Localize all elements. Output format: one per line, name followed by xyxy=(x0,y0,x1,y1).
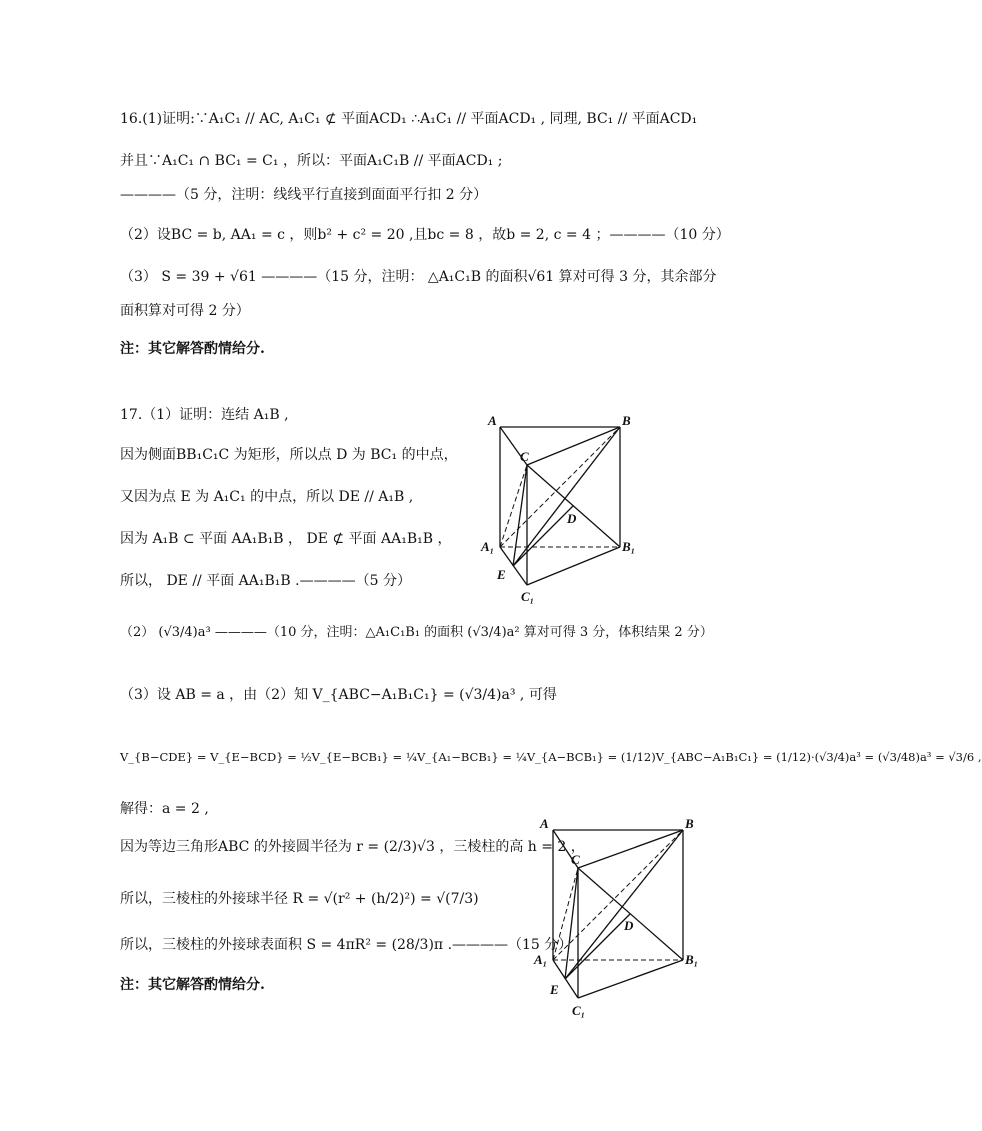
label-B: B xyxy=(622,413,631,428)
label-C: C xyxy=(571,852,580,867)
p17-line-2: 因为侧面BB₁C₁C 为矩形，所以点 D 为 BC₁ 的中点， xyxy=(120,447,458,463)
p17-line-11: 所以，三棱柱的外接球半径 R = √(r² + (h/2)²) = √(7/3) xyxy=(120,891,479,907)
p17-line-1: 17.（1）证明：连结 A₁B , xyxy=(120,407,289,423)
p16-line-2: 并且∵A₁C₁ ∩ BC₁ = C₁ ，所以：平面A₁C₁B // 平面ACD₁ ; xyxy=(120,153,503,169)
p16-line-5: （3） S = 39 + √61 ————（15 分，注明： △A₁C₁B 的面积√61 算对可得 3 分，其余部分 xyxy=(120,269,717,285)
label-D: D xyxy=(567,511,577,526)
label-A: A xyxy=(540,816,549,831)
prism-figure-1 xyxy=(475,405,655,605)
label-E: E xyxy=(497,567,506,582)
p17-line-9: 解得：a = 2 , xyxy=(120,801,209,817)
p16-line-3: ————（5 分，注明：线线平行直接到面面平行扣 2 分） xyxy=(120,187,488,203)
label-A: A xyxy=(488,413,497,428)
label-B1: B₁ xyxy=(622,539,636,554)
p16-line-4: （2）设BC = b, AA₁ = c ，则b² + c² = 20 ,且bc = 8 ，故b = 2, c = 4 ；————（10 分） xyxy=(120,227,730,243)
p17-line-6: （2） (√3/4)a³ ————（10 分，注明：△A₁C₁B₁ 的面积 (√3/4)a² 算对可得 3 分，体积结果 2 分） xyxy=(120,625,713,640)
p17-line-8: V_{B−CDE} = V_{E−BCD} = ½V_{E−BCB₁} = ¼V_{A₁−BCB₁} = ¼V_{A−BCB₁} = (1/12)V_{ABC−A₁B₁C₁} = (1/12)·(√3/4)a³ = (√3/48)a³ = √3/6 , xyxy=(120,750,982,764)
label-E: E xyxy=(550,982,559,997)
p17-note: 注：其它解答酌情给分. xyxy=(120,977,265,993)
label-C1: C₁ xyxy=(572,1003,586,1018)
p17-line-4: 因为 A₁B ⊂ 平面 AA₁B₁B ， DE ⊄ 平面 AA₁B₁B ， xyxy=(120,531,452,547)
p17-line-3: 又因为点 E 为 A₁C₁ 的中点，所以 DE // A₁B , xyxy=(120,489,414,505)
p17-line-7: （3）设 AB = a ，由（2）知 V_{ABC−A₁B₁C₁} = (√3/4)a³ , 可得 xyxy=(120,687,557,703)
p17-line-5: 所以， DE // 平面 AA₁B₁B .————（5 分） xyxy=(120,573,411,589)
label-D: D xyxy=(624,918,634,933)
p17-line-10: 因为等边三角形ABC 的外接圆半径为 r = (2/3)√3 ，三棱柱的高 h = 2 ， xyxy=(120,839,585,855)
label-A1: A₁ xyxy=(534,952,548,967)
prism-figure-2 xyxy=(528,808,718,1023)
p16-line-1: 16.(1)证明:∵A₁C₁ // AC, A₁C₁ ⊄ 平面ACD₁ ∴A₁C₁ // 平面ACD₁ , 同理, BC₁ // 平面ACD₁ xyxy=(120,111,698,127)
p16-note: 注：其它解答酌情给分. xyxy=(120,341,265,357)
label-B1: B₁ xyxy=(685,952,699,967)
label-C: C xyxy=(520,449,529,464)
label-C1: C₁ xyxy=(521,589,535,604)
label-A1: A₁ xyxy=(481,539,495,554)
p17-line-12: 所以，三棱柱的外接球表面积 S = 4πR² = (28/3)π .————（15 分） xyxy=(120,937,573,953)
label-B: B xyxy=(685,816,694,831)
p16-line-6: 面积算对可得 2 分） xyxy=(120,303,250,319)
